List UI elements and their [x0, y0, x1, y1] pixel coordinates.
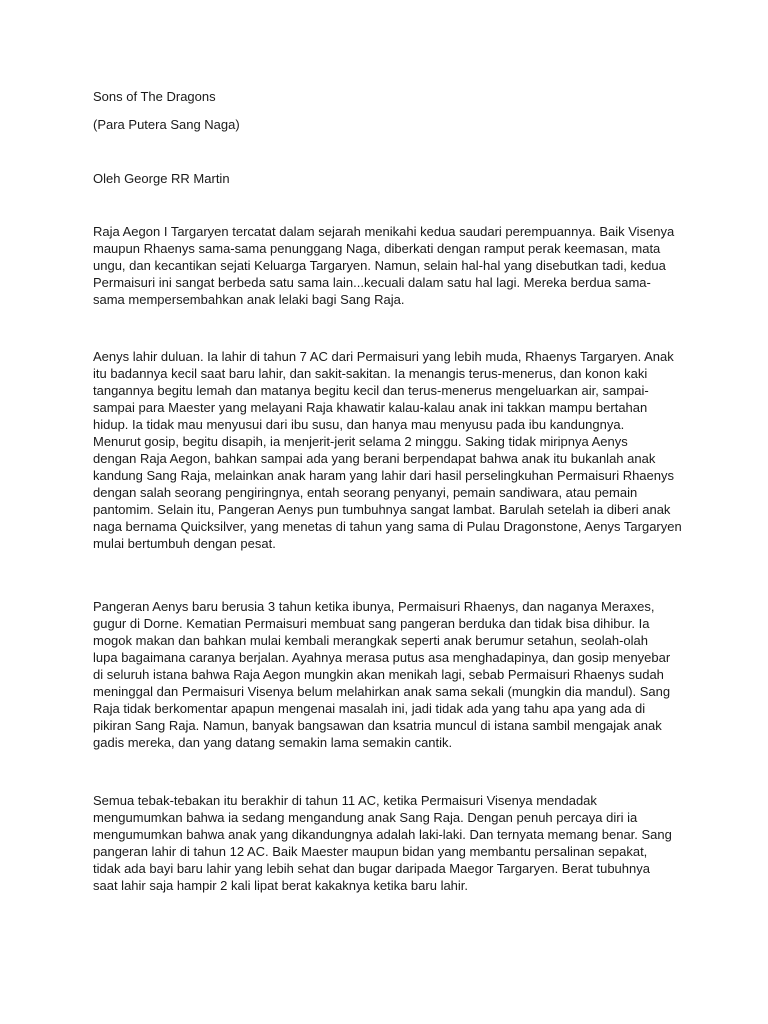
text-line: meninggal dan Permaisuri Visenya belum melahirkan anak sama sekali (mungkin dia mandul). Sang: [93, 684, 671, 699]
text-line: dengan salah seorang pengiringnya, entah seorang penyanyi, pemain sandiwara, atau pemain: [93, 485, 638, 500]
text-line: pikiran Sang Raja. Namun, banyak bangsawan dan ksatria muncul di istana sambil mengajak anak: [93, 718, 662, 733]
text-line: maupun Rhaenys sama-sama penunggang Naga, diberkati dengan ramput perak keemasan, mata: [93, 241, 661, 256]
text-line: Semua tebak-tebakan itu berakhir di tahun 11 AC, ketika Permaisuri Visenya mendadak: [93, 793, 597, 808]
document-title: Sons of The Dragons: [93, 89, 216, 104]
document-author: Oleh George RR Martin: [93, 171, 230, 186]
text-line: Raja tidak berkomentar apapun mengenai masalah ini, jadi tidak ada yang tahu apa yang ada di: [93, 701, 646, 716]
text-line: di seluruh istana bahwa Raja Aegon mungkin akan menikah lagi, sebab Permaisuri Rhaenys sudah: [93, 667, 664, 682]
paragraph-3: [93, 598, 693, 751]
text-line: lupa bagaimana caranya berjalan. Ayahnya merasa putus asa menghadapinya, dan gosip menyebar: [93, 650, 671, 665]
text-line: naga bernama Quicksilver, yang menetas di tahun yang sama di Pulau Dragonstone, Aenys Targaryen: [93, 519, 682, 534]
text-line: tangannya begitu lemah dan matanya begitu kecil dan terus-menerus mengeluarkan air, sampai-: [93, 383, 649, 398]
text-line: pangeran lahir di tahun 12 AC. Baik Maester maupun bidan yang membantu persalinan sepakat,: [93, 844, 648, 859]
text-line: tidak ada bayi baru lahir yang lebih sehat dan bugar daripada Maegor Targaryen. Berat tubuhnya: [93, 861, 650, 876]
text-line: itu badannya kecil saat baru lahir, dan sakit-sakitan. Ia menangis terus-menerus, dan konon kaki: [93, 366, 648, 381]
paragraph-4: [93, 792, 693, 894]
text-line: Permaisuri ini sangat berbeda satu sama lain...kecuali dalam satu hal lagi. Mereka berdua sama-: [93, 275, 651, 290]
text-line: pantomim. Selain itu, Pangeran Aenys pun tumbuhnya sangat lambat. Barulah setelah ia diberi anak: [93, 502, 671, 517]
text-line: Menurut gosip, begitu disapih, ia menjerit-jerit selama 2 minggu. Saking tidak miripnya Aenys: [93, 434, 628, 449]
text-line: mengumumkan bahwa ia sedang mengandung anak Sang Raja. Dengan penuh percaya diri ia: [93, 810, 638, 825]
text-line: gadis mereka, dan yang datang semakin lama semakin cantik.: [93, 735, 453, 750]
text-line: mengumumkan bahwa anak yang dikandungnya adalah laki-laki. Dan ternyata memang benar. Sang: [93, 827, 672, 842]
text-line: ungu, dan kecantikan sejati Keluarga Targaryen. Namun, selain hal-hal yang disebutkan tadi, kedua: [93, 258, 666, 273]
text-line: gugur di Dorne. Kematian Permaisuri membuat sang pangeran berduka dan tidak bisa dihibur. Ia: [93, 616, 650, 631]
text-line: mulai bertumbuh dengan pesat.: [93, 536, 276, 551]
text-line: saat lahir saja hampir 2 kali lipat berat kakaknya ketika baru lahir.: [93, 878, 469, 893]
text-line: Aenys lahir duluan. Ia lahir di tahun 7 AC dari Permaisuri yang lebih muda, Rhaenys Targaryen. Anak: [93, 349, 674, 364]
text-line: sama mempersembahkan anak lelaki bagi Sang Raja.: [93, 292, 405, 307]
text-line: mogok makan dan bahkan mulai kembali merangkak seperti anak berumur setahun, seolah-olah: [93, 633, 648, 648]
text-line: Raja Aegon I Targaryen tercatat dalam sejarah menikahi kedua saudari perempuannya. Baik Visenya: [93, 224, 675, 239]
document-subtitle: (Para Putera Sang Naga): [93, 117, 240, 132]
paragraph-2: [93, 348, 693, 552]
text-line: hidup. Ia tidak mau menyusui dari ibu susu, dan hanya mau menyusu pada ibu kandungnya.: [93, 417, 625, 432]
paragraph-1: [93, 223, 693, 308]
text-line: dengan Raja Aegon, bahkan sampai ada yang berani berpendapat bahwa anak itu bukanlah anak: [93, 451, 656, 466]
text-line: kandung Sang Raja, melainkan anak haram yang lahir dari hasil perselingkuhan Permaisuri Rhaenys: [93, 468, 675, 483]
text-line: sampai para Maester yang melayani Raja khawatir kalau-kalau anak ini takkan mampu bertahan: [93, 400, 648, 415]
text-line: Pangeran Aenys baru berusia 3 tahun ketika ibunya, Permaisuri Rhaenys, dan naganya Meraxes,: [93, 599, 655, 614]
